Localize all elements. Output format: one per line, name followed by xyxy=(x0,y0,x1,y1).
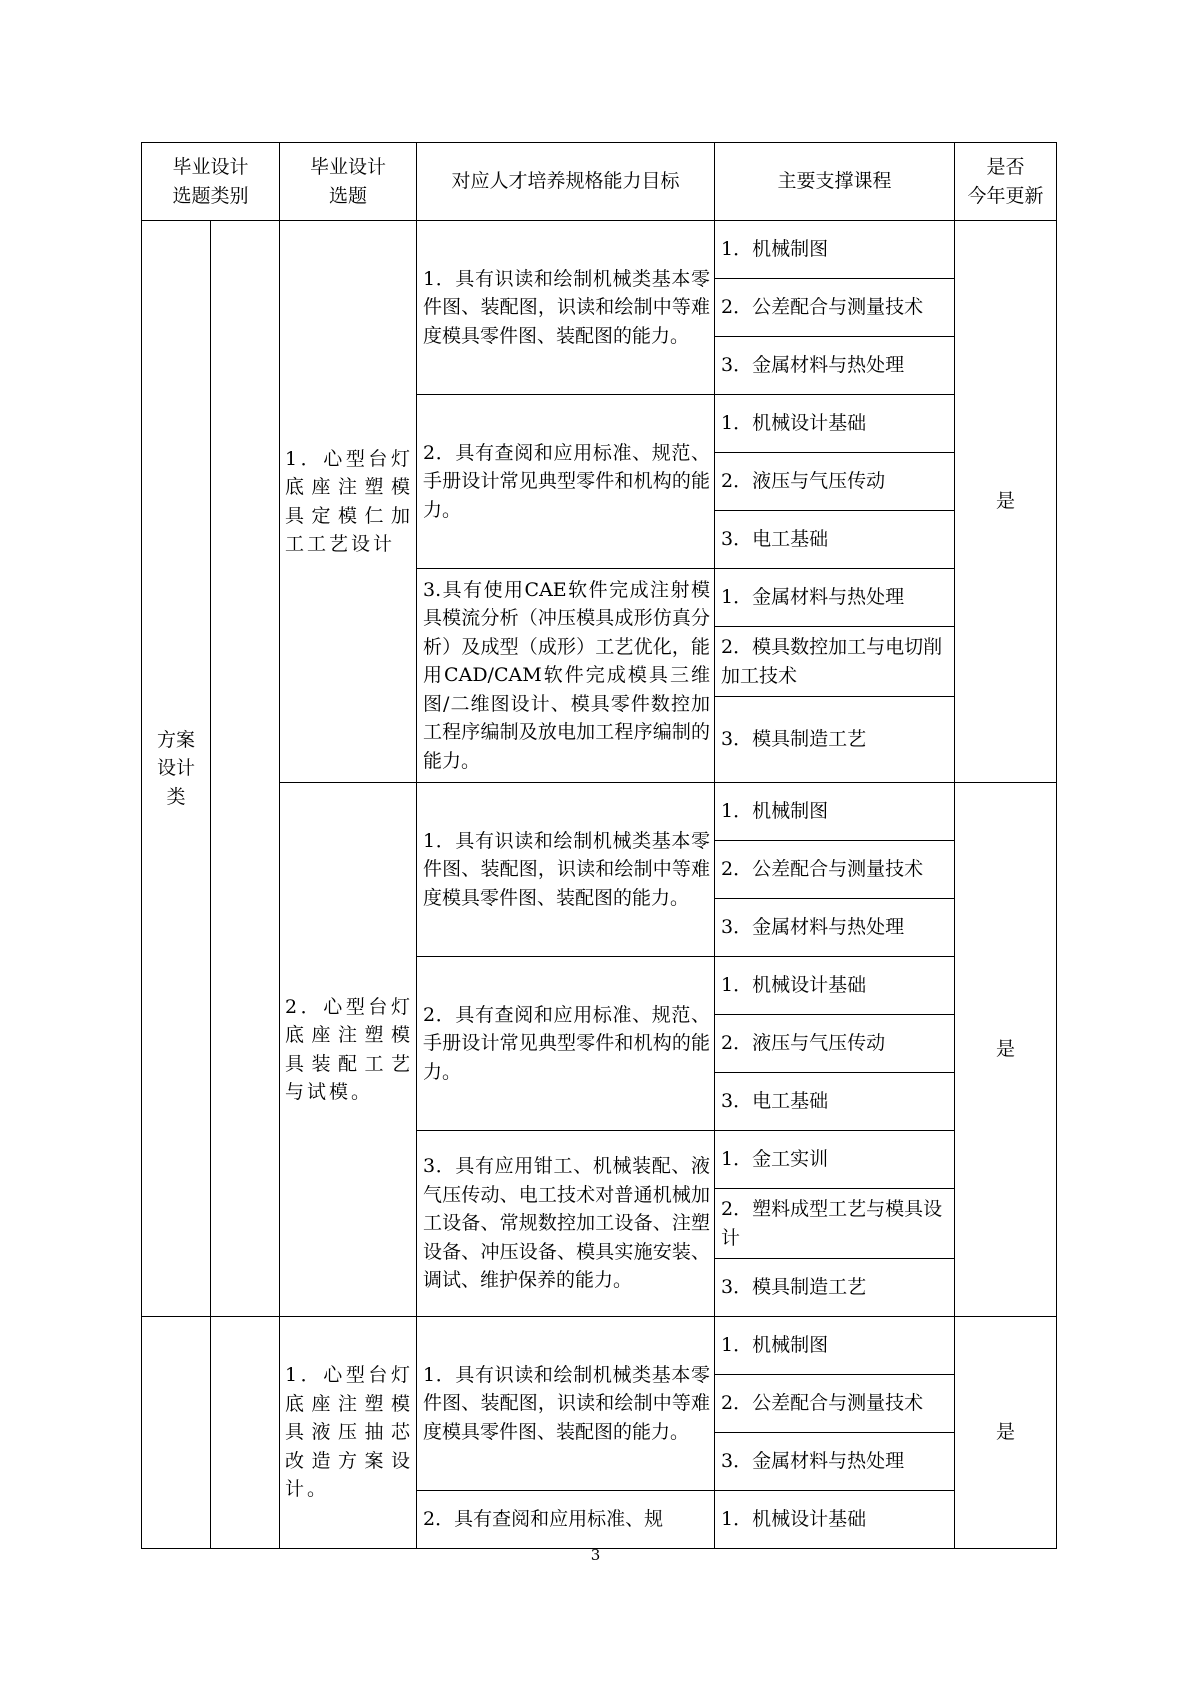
ability-text: 1．具有识读和绘制机械类基本零件图、装配图，识读和绘制中等难度模具零件图、装配图的能力。 xyxy=(423,1363,711,1443)
course-cell xyxy=(715,1317,955,1375)
course-text: 3．金属材料与热处理 xyxy=(721,1450,905,1473)
ability-cell xyxy=(417,569,715,783)
topic-cell xyxy=(280,221,417,783)
updated-text: 是 xyxy=(996,1421,1016,1444)
ability-cell xyxy=(417,395,715,569)
course-text: 1．金工实训 xyxy=(721,1148,829,1171)
table-row xyxy=(142,221,1057,279)
course-cell xyxy=(715,899,955,957)
ability-cell xyxy=(417,1131,715,1317)
course-cell xyxy=(715,1491,955,1549)
course-cell xyxy=(715,453,955,511)
course-text: 3．电工基础 xyxy=(721,1090,829,1113)
category-cell xyxy=(142,221,211,1317)
header-updated-text: 是否 今年更新 xyxy=(967,156,1044,207)
header-courses-text: 主要支撑课程 xyxy=(777,170,892,193)
topic-title: 1．心型台灯底座注塑模具液压抽芯改造方案设计。 xyxy=(285,1364,414,1501)
header-ability xyxy=(417,143,715,221)
header-ability-text: 对应人才培养规格能力目标 xyxy=(451,170,680,193)
course-cell xyxy=(715,279,955,337)
course-text: 2．模具数控加工与电切削加工技术 xyxy=(721,636,943,687)
course-text: 2．液压与气压传动 xyxy=(721,470,886,493)
ability-cell xyxy=(417,957,715,1131)
course-text: 2．塑料成型工艺与模具设计 xyxy=(721,1198,943,1249)
course-cell xyxy=(715,395,955,453)
header-category xyxy=(142,143,280,221)
topic-title: 1．心型台灯底座注塑模具定模仁加工工艺设计 xyxy=(285,447,414,555)
course-cell xyxy=(715,1375,955,1433)
topic-title: 2．心型台灯底座注塑模具装配工艺与试模。 xyxy=(285,995,414,1103)
course-text: 3．模具制造工艺 xyxy=(721,1276,867,1299)
course-cell xyxy=(715,783,955,841)
course-text: 1．机械设计基础 xyxy=(721,1508,867,1531)
ability-text: 2．具有查阅和应用标准、规范、手册设计常见典型零件和机构的能力。 xyxy=(423,441,711,521)
course-text: 3．金属材料与热处理 xyxy=(721,916,905,939)
course-text: 2．公差配合与测量技术 xyxy=(721,858,924,881)
header-topic xyxy=(280,143,417,221)
ability-cell xyxy=(417,1317,715,1491)
ability-text: 2．具有查阅和应用标准、规 xyxy=(423,1508,664,1531)
course-cell xyxy=(715,1259,955,1317)
course-cell xyxy=(715,1433,955,1491)
table-header-row xyxy=(142,143,1057,221)
course-text: 1．金属材料与热处理 xyxy=(721,586,905,609)
updated-text: 是 xyxy=(996,1038,1016,1061)
updated-cell xyxy=(955,1317,1057,1549)
course-text: 1．机械制图 xyxy=(721,238,829,261)
header-topic-text: 毕业设计 选题 xyxy=(310,156,387,207)
ability-text: 3．具有应用钳工、机械装配、液气压传动、电工技术对普通机械加工设备、常规数控加工设备、注塑设备、冲压设备、模具实施安装、调试、维护保养的能力。 xyxy=(423,1155,711,1292)
subcategory-cell-empty xyxy=(211,1317,280,1549)
category-cell-empty xyxy=(142,1317,211,1549)
ability-text: 2．具有查阅和应用标准、规范、手册设计常见典型零件和机构的能力。 xyxy=(423,1003,711,1083)
table-row xyxy=(142,1317,1057,1375)
course-cell xyxy=(715,1015,955,1073)
course-text: 3．电工基础 xyxy=(721,528,829,551)
course-text: 2．液压与气压传动 xyxy=(721,1032,886,1055)
course-text: 3．模具制造工艺 xyxy=(721,728,867,751)
ability-cell xyxy=(417,221,715,395)
updated-text: 是 xyxy=(996,490,1016,513)
topic-cell xyxy=(280,1317,417,1549)
course-cell xyxy=(715,569,955,627)
course-text: 3．金属材料与热处理 xyxy=(721,354,905,377)
page-number: 3 xyxy=(590,1546,601,1564)
graduation-design-table xyxy=(141,142,1057,1549)
ability-text: 1．具有识读和绘制机械类基本零件图、装配图，识读和绘制中等难度模具零件图、装配图的能力。 xyxy=(423,829,711,909)
header-updated xyxy=(955,143,1057,221)
category-label: 方案 设计 类 xyxy=(156,728,195,808)
course-cell xyxy=(715,841,955,899)
course-cell xyxy=(715,1131,955,1189)
course-cell xyxy=(715,221,955,279)
updated-cell xyxy=(955,221,1057,783)
course-cell xyxy=(715,511,955,569)
course-text: 2．公差配合与测量技术 xyxy=(721,1392,924,1415)
updated-cell xyxy=(955,783,1057,1317)
ability-cell xyxy=(417,783,715,957)
topic-cell xyxy=(280,783,417,1317)
course-text: 1．机械制图 xyxy=(721,800,829,823)
header-category-text: 毕业设计 选题类别 xyxy=(172,156,249,207)
course-text: 1．机械设计基础 xyxy=(721,974,867,997)
course-cell xyxy=(715,697,955,783)
course-cell xyxy=(715,337,955,395)
table-row xyxy=(142,783,1057,841)
ability-cell xyxy=(417,1491,715,1549)
course-cell xyxy=(715,957,955,1015)
ability-text: 3.具有使用CAE软件完成注射模具模流分析（冲压模具成形仿真分析）及成型（成形）工艺优化，能用CAD/CAM软件完成模具三维图/二维图设计、模具零件数控加工程序编制及放电加工程序编制的能力。 xyxy=(423,578,711,772)
course-text: 1．机械制图 xyxy=(721,1334,829,1357)
course-text: 1．机械设计基础 xyxy=(721,412,867,435)
course-cell xyxy=(715,627,955,697)
subcategory-cell xyxy=(211,221,280,1317)
course-cell xyxy=(715,1073,955,1131)
course-text: 2．公差配合与测量技术 xyxy=(721,296,924,319)
ability-text: 1．具有识读和绘制机械类基本零件图、装配图，识读和绘制中等难度模具零件图、装配图的能力。 xyxy=(423,267,711,347)
course-cell xyxy=(715,1189,955,1259)
header-courses xyxy=(715,143,955,221)
